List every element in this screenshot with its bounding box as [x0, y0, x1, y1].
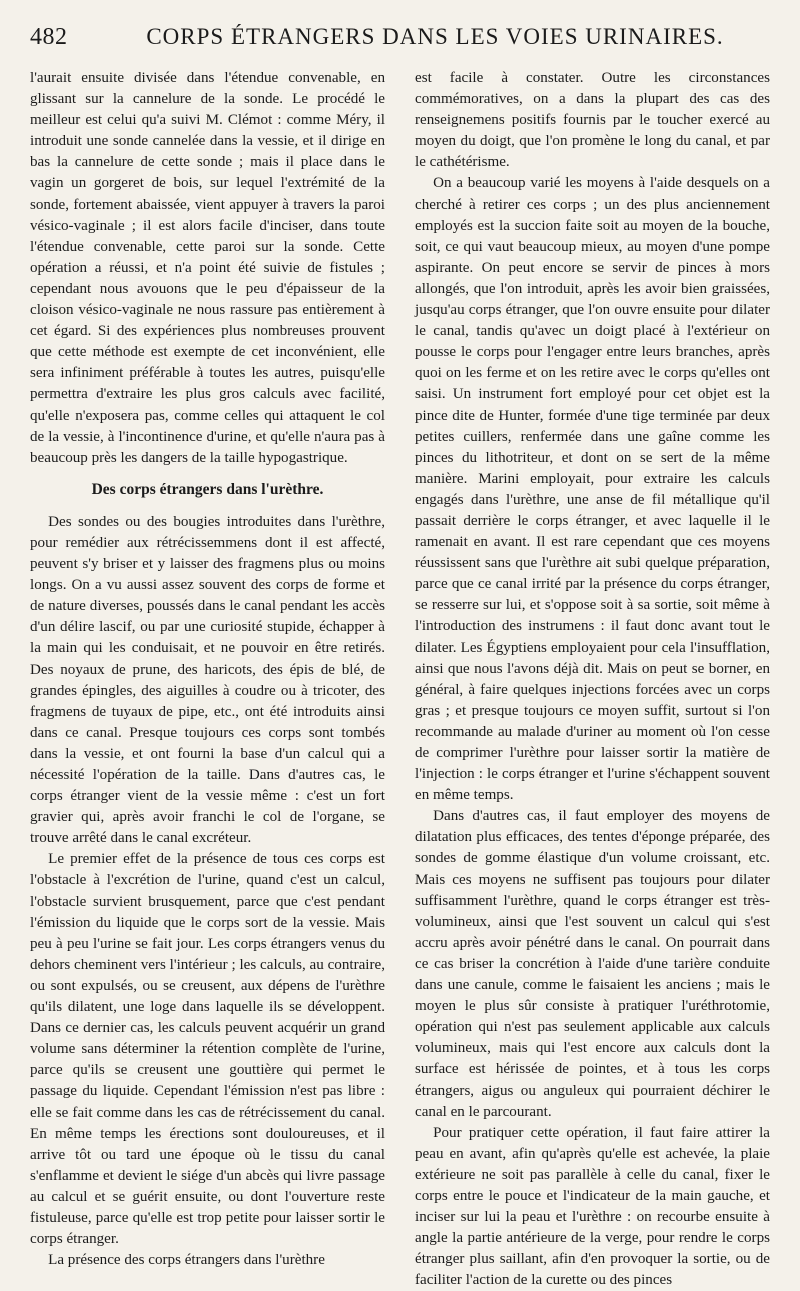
paragraph: l'aurait ensuite divisée dans l'étendue convenable, en glissant sur la cannelure de la sonde. Le procédé le meilleur est celui qu'a suivi M. Clémot : comme Méry, il introduit une sonde cannelée dans la vessie, et il dirige en bas la cannelure de cette sonde ; mais il place dans le vagin un gorgeret de bois, sur lequel l'extrémité de la sonde, fortement abaissée, vient appuyer à travers la paroi vésico-vaginale ; il est alors facile d'inciser, dans toute l'étendue convenable, cette paroi sur la sonde. Cette opération a réussi, et n'a point été suivie de fistules ; cependant nous avouons que le peu d'épaisseur de la cloison vésico-vaginale ne nous rassure pas entièrement à cet égard. Si des expériences plus nombreuses prouvent que cette méthode est exempte de cet inconvénient, elle sera infiniment préférable à toutes les autres, puisqu'elle permettra d'extraire les plus gros calculs avec facilité, qu'elle n'exposera pas, comme celles qui attaquent le col de la vessie, à l'incontinence d'urine, et qu'elle n'aura pas à beaucoup près les dangers de la taille hypogastrique.: [30, 70, 385, 466]
paragraph: On a beaucoup varié les moyens à l'aide desquels on a cherché à retirer ces corps ; un des plus anciennement employés est la succion faite soit au moyen de la bouche, soit, ce qui vaut beaucoup mieux, au moyen d'une pompe aspirante. On peut encore se servir de pinces à mors allongés, que l'on introduit, après les avoir bien graissées, jusqu'au corps étranger, que l'on ouvre ensuite pour dilater le canal, tandis qu'avec un doigt placé à l'extérieur on pousse le corps pour l'engager entre leurs branches, après quoi on les ferme et on les retire avec le corps qu'elles ont saisi. Un instrument fort employé pour cet objet est la pince dite de Hunter, formée d'une tige terminée par deux petites cuillers, renfermée dans une gaîne comme les pinces du lithotriteur, et dont on se sert de la même manière. Marini employait, pour extraire les calculs engagés dans l'urèthre, une anse de fil métallique qu'il passait derrière le corps étranger, et avec laquelle il le ramenait en avant. Il est rare cependant que ces moyens réussissent sans que l'urèthre ait subi quelque préparation, parce que ce canal irrité par la présence du corps étranger, se resserre sur lui, et s'oppose soit à sa sortie, soit même à l'introduction des instrumens : il faut donc avant tout le dilater. Les Égyptiens employaient pour cela l'insufflation, ainsi que nous l'avons déjà dit. Mais on peut se borner, en général, à faire quelques injections forcées avec un corps gras ; et presque toujours ce moyen suffit, surtout si l'on recommande au malade d'uriner au moment où l'on cesse de comprimer l'urèthre pour laisser sortir la matière de l'injection : le corps étranger et l'urine s'échappent souvent en même temps.: [415, 175, 770, 804]
paragraph: Dans d'autres cas, il faut employer des moyens de dilatation plus efficaces, des tentes d'éponge préparée, des sondes de gomme élastique d'un volume croissant, etc. Mais ces moyens ne suffisent pas toujours pour dilater suffisamment l'urèthre, quand le corps étranger est très-volumineux, ainsi que l'est souvent un calcul qui s'est accru après avoir pénétré dans le canal. On pourrait dans ce cas briser la concrétion à l'aide d'une tarière conduite dans une canule, comme le faisaient les anciens ; mais le moyen le plus sûr consiste à pratiquer l'uréthrotomie, opération qui n'est pas seulement applicable aux calculs volumineux, mais qui l'est encore aux calculs dont la surface est hérissée de pointes, et à tous les corps étrangers, aigus ou anguleux qui pourraient déchirer le canal en le parcourant.: [415, 808, 770, 1120]
section-heading: Des corps étrangers dans l'urèthre.: [91, 480, 324, 498]
paragraph: est facile à constater. Outre les circonstances commémoratives, on a dans la plupart des cas des renseignemens positifs fournis par le toucher exercé au moyen du doigt, que l'on promène le long du canal, et par le cathétérisme.: [415, 70, 770, 171]
paragraph: Le premier effet de la présence de tous ces corps est l'obstacle à l'excrétion de l'urine, quand c'est un calcul, l'obstacle survient brusquement, parce que c'est pendant l'émission du liquide que le corps sort de la vessie. Mais peu à peu l'urine se fait jour. Les corps étrangers venus du dehors cheminent vers l'intérieur ; les calculs, au contraire, ou sont expulsés, ou se creusent, aux dépens de l'urèthre qu'ils dilatent, une loge dans laquelle ils se développent. Dans ce dernier cas, les calculs peuvent acquérir un grand volume sans déterminer la rétention complète de l'urine, parce qu'ils se creusent une gouttière qui permet le passage du liquide. Cependant l'émission n'est pas libre : elle se fait comme dans les cas de rétrécissement du canal. En même temps les érections sont douloureuses, et il arrive tôt ou tard une époque où le tissu du canal s'enflamme et devient le siége d'un abcès qui livre passage au calcul et se guérit ensuite, ou dont l'ouverture reste fistuleuse, parce qu'elle est trop petite pour laisser sortir le corps étranger.: [30, 851, 385, 1248]
left-column: [30, 68, 385, 1271]
page-number: 482: [30, 24, 68, 50]
paragraph: Pour pratiquer cette opération, il faut faire attirer la peau en avant, afin qu'après qu'elle est achevée, la plaie extérieure ne soit pas parallèle à celle du canal, fixer le corps entre le pouce et l'indicateur de la main gauche, et inciser sur lui la peau et l'urèthre : on recourbe ensuite à angle la partie antérieure de la verge, pour rendre le corps étranger plus saillant, afin d'en provoquer la sortie, ou de faciliter l'action de la curette ou des pinces: [415, 1124, 770, 1289]
page-header: [30, 20, 770, 60]
paragraph: Des sondes ou des bougies introduites dans l'urèthre, pour remédier aux rétrécissemmens dont il est affecté, peuvent s'y briser et y laisser des fragmens plus ou moins longs. On a vu aussi assez souvent des corps de forme et de nature diverses, poussés dans le canal pendant les accès d'un délire lascif, ou par une curiosité stupide, échapper à la main qui les conduisait, et ne pouvoir en être retirés. Des noyaux de prune, des haricots, des épis de blé, de grandes épingles, des aiguilles à coudre ou à tricoter, des fragmens de tuyaux de pipe, etc., ont été introduits ainsi dans ce canal. Presque toujours ces corps sont tombés dans la vessie, et ont fourni la base d'un calcul qui a nécessité l'opération de la taille. Dans d'autres cas, le corps étranger vient de la vessie même : c'est un fort gravier qui, après avoir franchi le col de l'organe, se trouve arrêté dans le canal excréteur.: [30, 513, 385, 847]
running-title: CORPS ÉTRANGERS DANS LES VOIES URINAIRES.: [146, 24, 724, 49]
right-column: [415, 68, 770, 1291]
paragraph: La présence des corps étrangers dans l'urèthre: [48, 1252, 325, 1269]
